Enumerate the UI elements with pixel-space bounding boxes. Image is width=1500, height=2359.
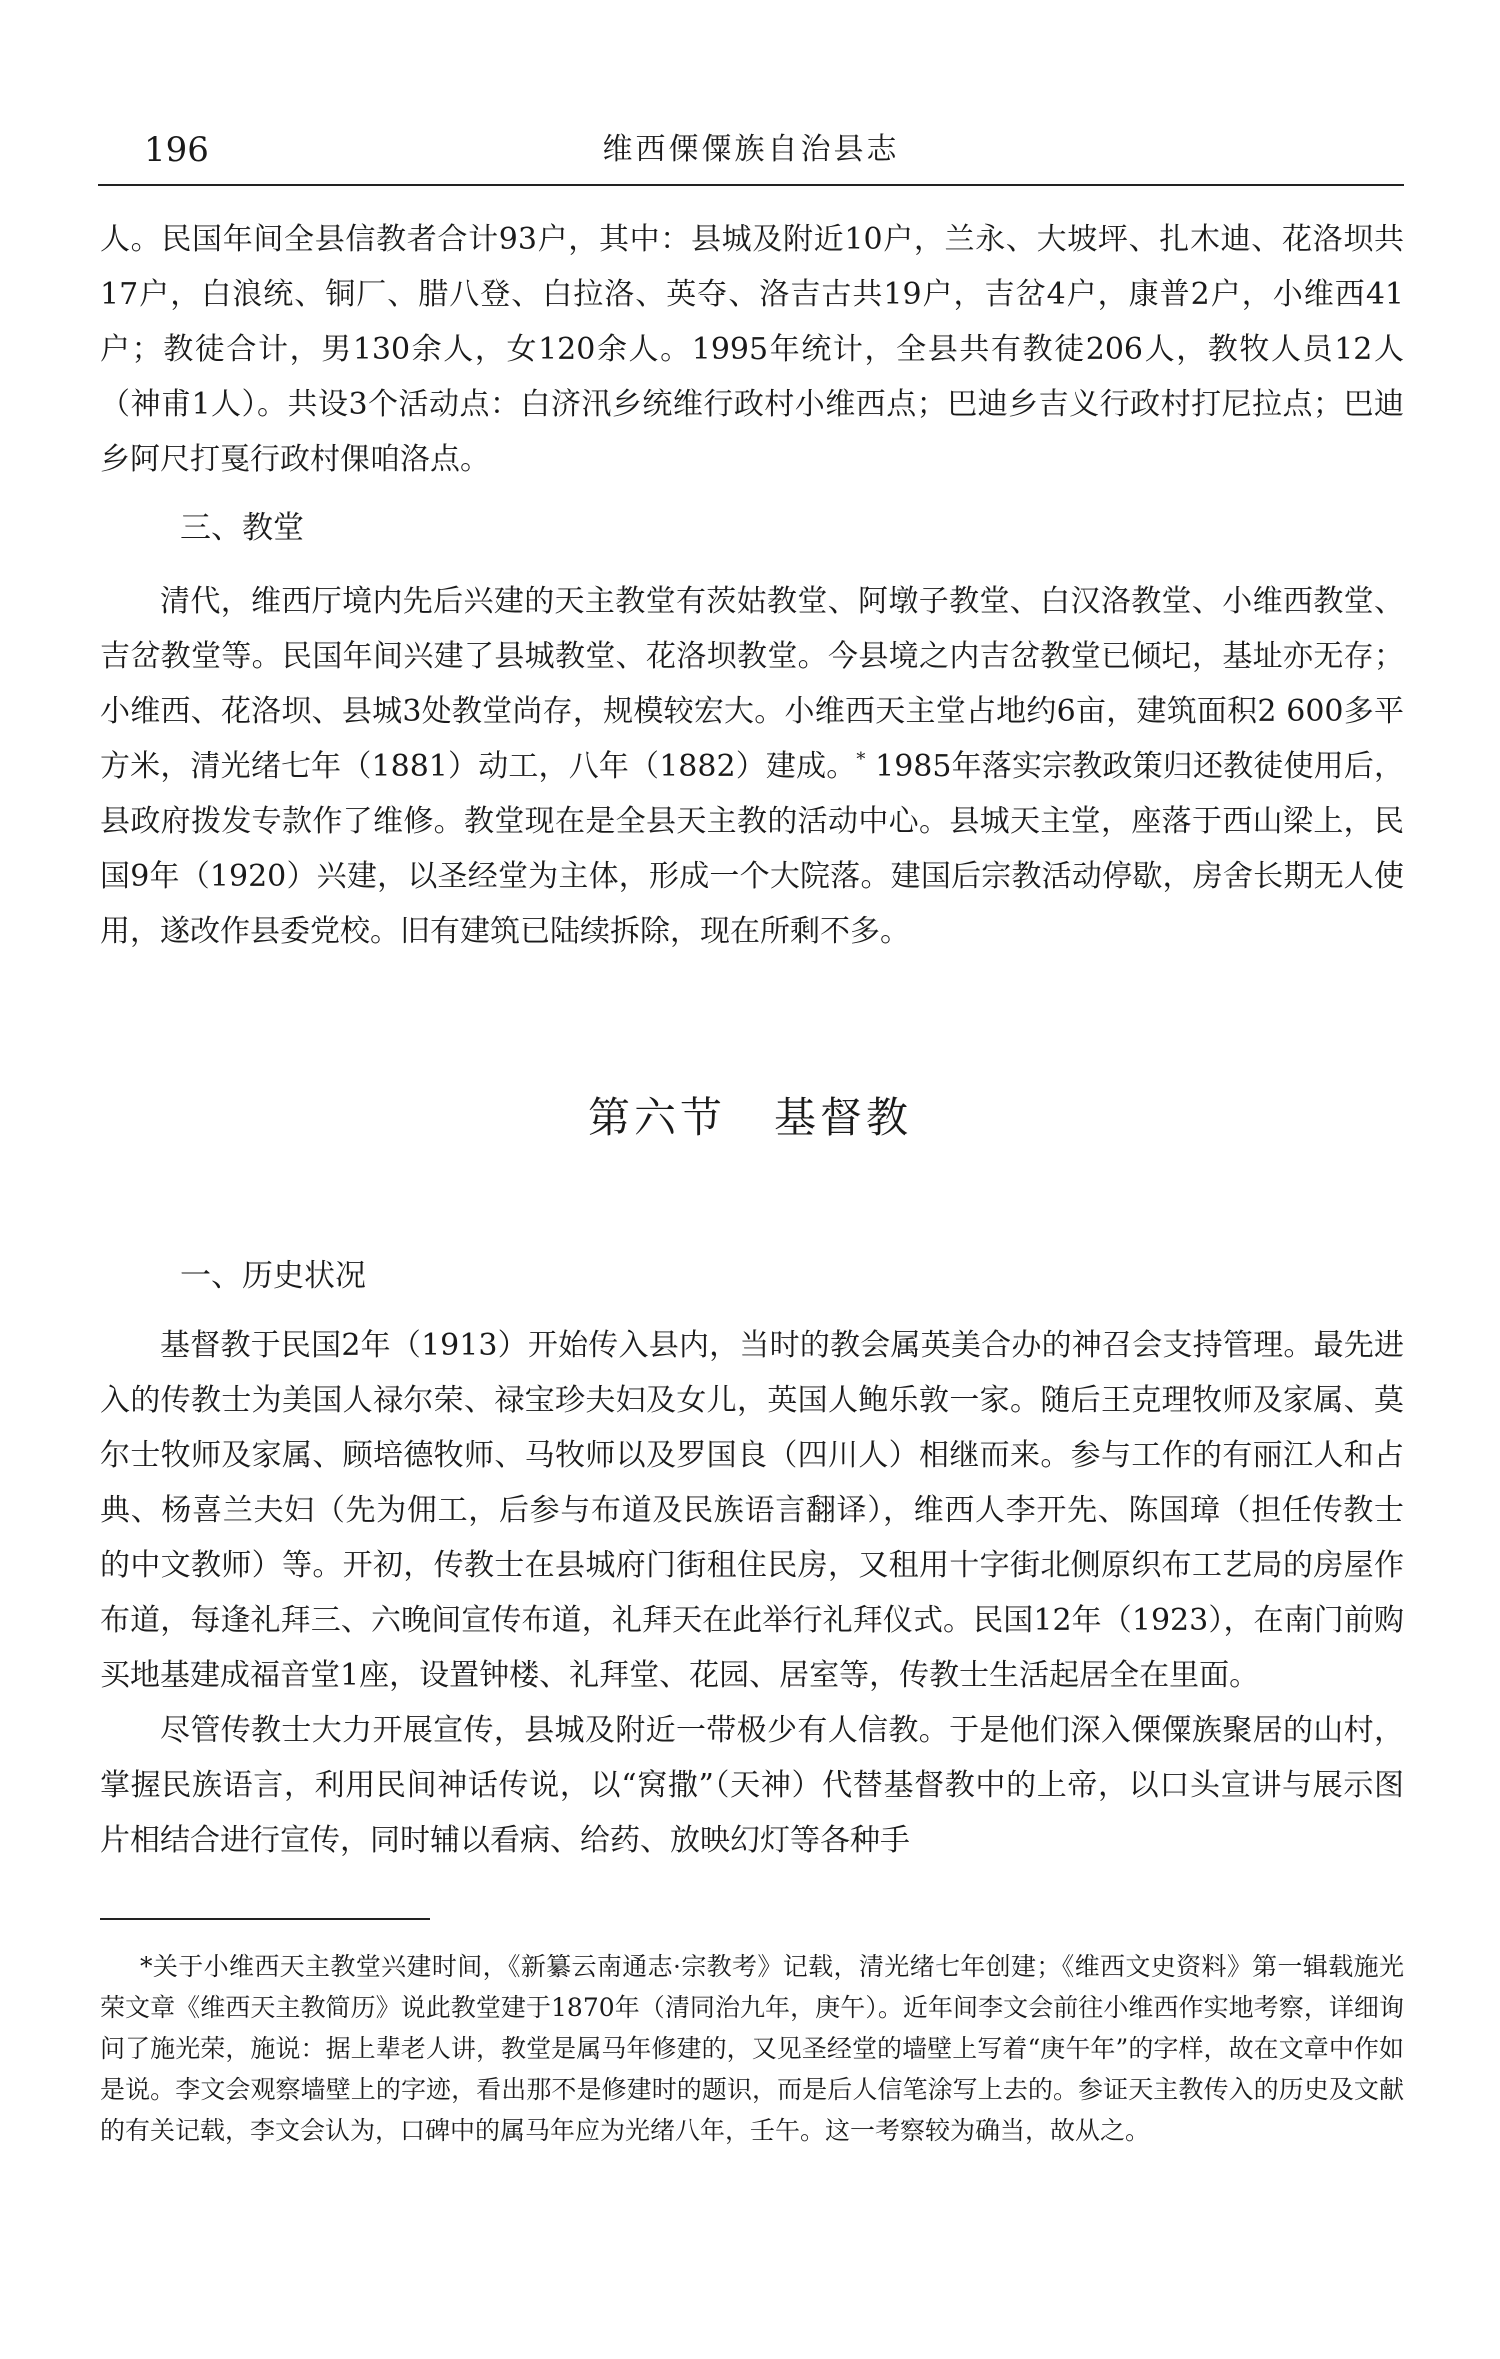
header-rule [98, 184, 1404, 186]
footnote-marker: * [856, 749, 866, 770]
page-number: 196 [144, 130, 209, 170]
paragraph-churches-block [100, 574, 1404, 959]
paragraph-intro: 人。民国年间全县信教者合计93户，其中：县城及附近10户，兰永、大坡坪、扎木迪、花洛坝共17户，白浪统、铜厂、腊八登、白拉洛、英夺、洛吉古共19户，吉岔4户，康普2户，小维西41户；教徒合计，男130余人，女120余人。1995年统计，全县共有教徒206人，教牧人员12人（神甫1人）。共设3个活动点：白济汛乡统维行政村小维西点；巴迪乡吉义行政村打尼拉点；巴迪乡阿尺打戛行政村倮咱洛点。 [100, 222, 1404, 477]
subheading-churches: 三、教堂 [180, 510, 304, 546]
paragraph-history-block [100, 1318, 1404, 1868]
paragraph-churches-part-a: 清代，维西厅境内先后兴建的天主教堂有茨姑教堂、阿墩子教堂、白汉洛教堂、小维西教堂、吉岔教堂等。民国年间兴建了县城教堂、花洛坝教堂。今县境之内吉岔教堂已倾圮，基址亦无存；小维西、花洛坝、县城3处教堂尚存，规模较宏大。小维西天主堂占地约6亩，建筑面积2 600多平方米，清光绪七年（1881）动工，八年（1882）建成。 [100, 584, 1404, 784]
paragraph-history-2: 尽管传教士大力开展宣传，县城及附近一带极少有人信教。于是他们深入傈僳族聚居的山村，掌握民族语言，利用民间神话传说，以“窝撒”（天神）代替基督教中的上帝，以口头宣讲与展示图片相结合进行宣传，同时辅以看病、给药、放映幻灯等各种手 [100, 1713, 1404, 1858]
footnote-rule [100, 1918, 430, 1920]
paragraph-churches-part-b: 1985年落实宗教政策归还教徒使用后，县政府拨发专款作了维修。教堂现在是全县天主教的活动中心。县城天主堂，座落于西山梁上，民国9年（1920）兴建，以圣经堂为主体，形成一个大院落。建国后宗教活动停歇，房舍长期无人使用，遂改作县委党校。旧有建筑已陆续拆除，现在所剩不多。 [100, 749, 1404, 949]
subheading-history: 一、历史状况 [180, 1258, 366, 1294]
section-name: 基督教 [774, 1093, 913, 1142]
paragraph-history-1: 基督教于民国2年（1913）开始传入县内，当时的教会属英美合办的神召会支持管理。最先进入的传教士为美国人禄尔荣、禄宝珍夫妇及女儿，英国人鲍乐敦一家。随后王克理牧师及家属、莫尔士牧师及家属、顾培德牧师、马牧师以及罗国良（四川人）相继而来。参与工作的有丽江人和占典、杨喜兰夫妇（先为佣工，后参与布道及民族语言翻译），维西人李开先、陈国璋（担任传教士的中文教师）等。开初，传教士在县城府门街租住民房，又租用十字街北侧原织布工艺局的房屋作布道，每逢礼拜三、六晚间宣传布道，礼拜天在此举行礼拜仪式。民国12年（1923），在南门前购买地基建成福音堂1座，设置钟楼、礼拜堂、花园、居室等，传教士生活起居全在里面。 [100, 1328, 1404, 1693]
running-title: 维西傈僳族自治县志 [602, 132, 900, 167]
paragraph-intro-block [100, 212, 1404, 487]
section-title [0, 1088, 1500, 1148]
paragraph-churches [100, 574, 1404, 959]
section-number: 第六节 [587, 1093, 726, 1142]
footnote: *关于小维西天主教堂兴建时间，《新纂云南通志·宗教考》记载，清光绪七年创建；《维西文史资料》第一辑载施光荣文章《维西天主教简历》说此教堂建于1870年（清同治九年，庚午）。近年间李文会前往小维西作实地考察，详细询问了施光荣，施说：据上辈老人讲，教堂是属马年修建的，又见圣经堂的墙壁上写着“庚午年”的字样，故在文章中作如是说。李文会观察墙壁上的字迹，看出那不是修建时的题识，而是后人信笔涂写上去的。参证天主教传入的历史及文献的有关记载，李文会认为，口碑中的属马年应为光绪八年，壬午。这一考察较为确当，故从之。 [100, 1952, 1404, 2145]
page-header [98, 128, 1404, 180]
